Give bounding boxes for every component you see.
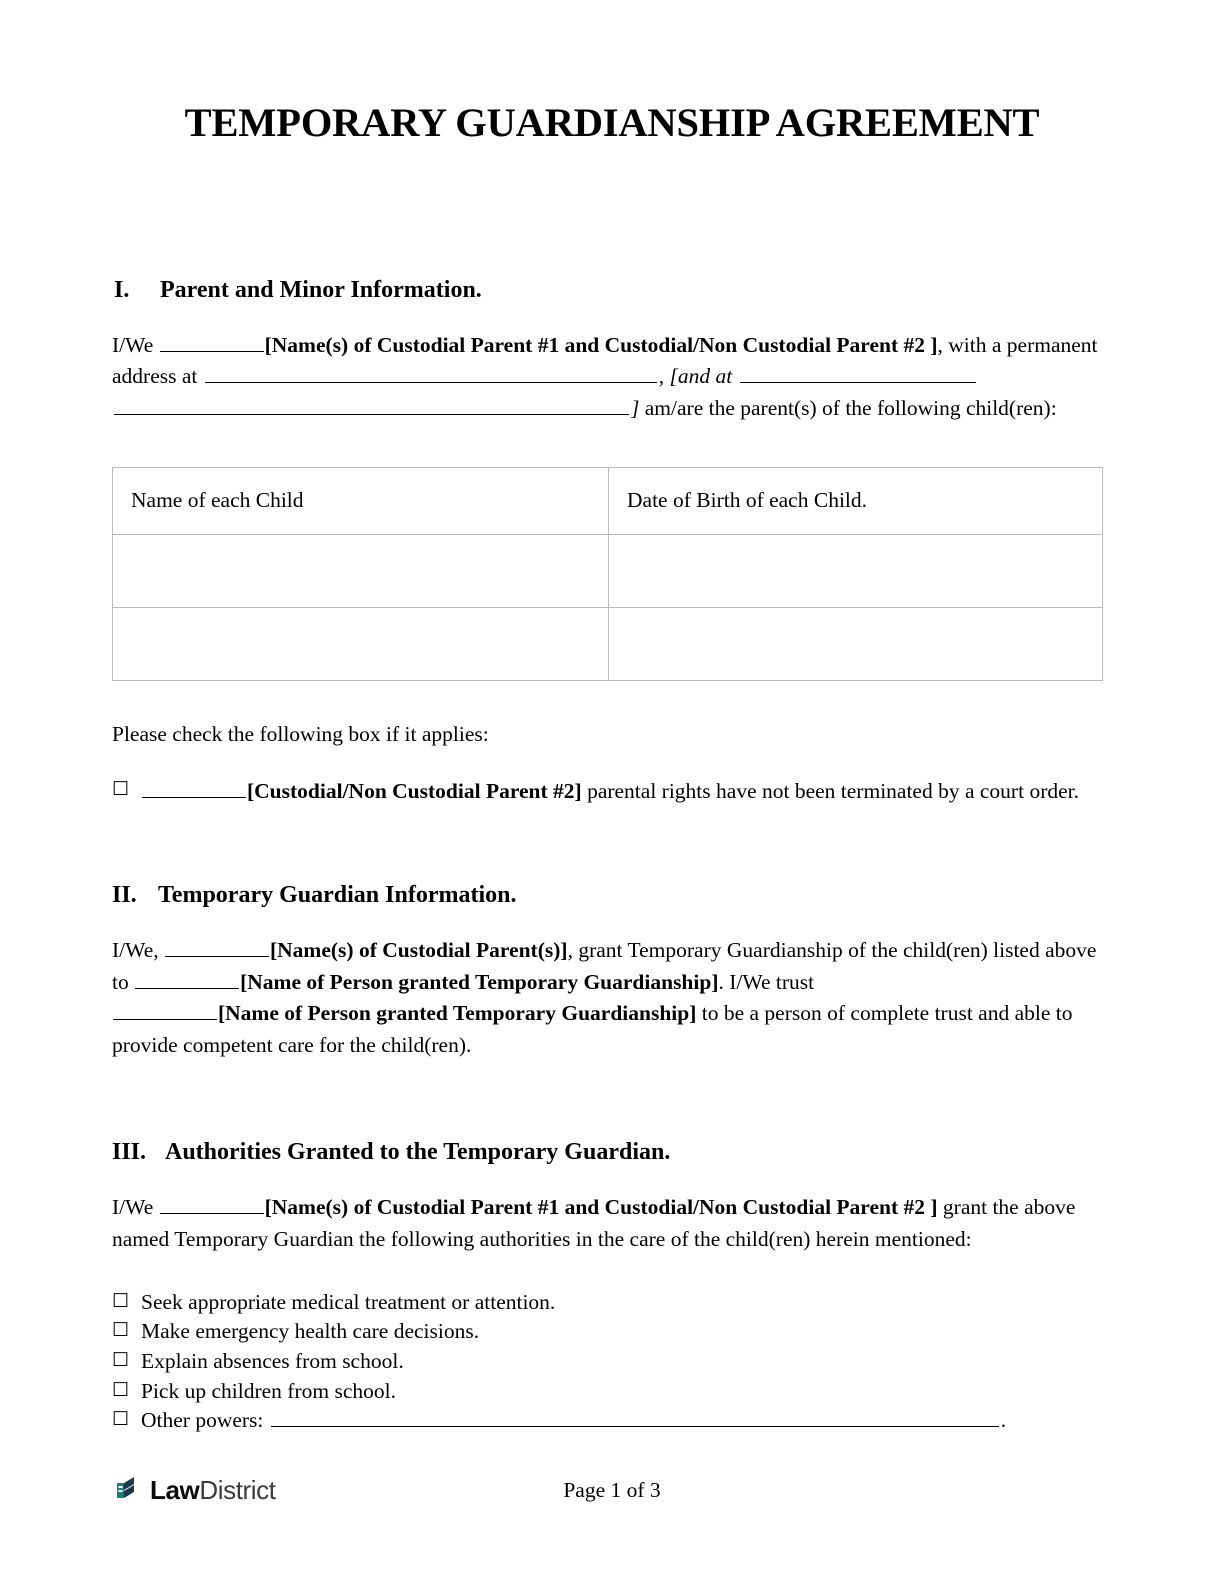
- section-3-paragraph: [112, 1192, 1112, 1255]
- parent2-name-blank[interactable]: [142, 797, 246, 798]
- sec3-text-b: grant the above named Temporary Guardian the following authorities in the care of the child(ren) herein mentioned:: [112, 1195, 1076, 1252]
- intro-text-b: , with a permanent address at: [112, 332, 1098, 389]
- checkline-rest: parental rights have not been terminated by a court order.: [581, 779, 1079, 804]
- section-1-numeral: I.: [114, 276, 130, 303]
- sec2-text-b: , grant Temporary Guardianship of the child(ren) listed above to: [112, 937, 1097, 994]
- sec2-bold-2: [Name of Person granted Temporary Guardianship]: [240, 969, 719, 994]
- sec2-text-d: to be a person of complete trust and able to provide competent care for the child(ren).: [112, 1001, 1073, 1057]
- child-name-cell[interactable]: [113, 607, 609, 680]
- parental-rights-checkbox-line: [112, 776, 1112, 808]
- intro-bold-parents: [Name(s) of Custodial Parent #1 and Custodial/Non Custodial Parent #2 ]: [264, 332, 938, 357]
- intro-text-a: I/We: [112, 332, 159, 357]
- sec2-parent-names-blank[interactable]: [165, 956, 269, 957]
- section-heading-3: [112, 1137, 1112, 1168]
- sec2-text-c: . I/We trust: [718, 969, 815, 994]
- table-header-child-name: Name of each Child: [113, 467, 609, 534]
- authority-label: Explain absences from school.: [141, 1348, 404, 1373]
- checkbox-icon[interactable]: ☐: [112, 1409, 130, 1431]
- child-name-cell[interactable]: [113, 534, 609, 607]
- brand-district: District: [199, 1475, 276, 1505]
- other-powers-blank[interactable]: [271, 1426, 999, 1427]
- sec3-parent-names-blank[interactable]: [160, 1213, 264, 1214]
- brand-law: Law: [150, 1475, 200, 1505]
- sec2-bold-3: [Name of Person granted Temporary Guardianship]: [218, 1001, 697, 1026]
- checkbox-icon[interactable]: ☐: [112, 779, 130, 801]
- intro-italic-andat: [and at: [669, 364, 738, 389]
- section-3-numeral: III.: [112, 1139, 147, 1166]
- table-row: [113, 534, 1103, 607]
- section-1-title: Parent and Minor Information.: [160, 276, 482, 303]
- section-heading-2: [112, 880, 1112, 911]
- checkbox-icon[interactable]: ☐: [112, 1379, 130, 1401]
- children-table: [112, 467, 1103, 681]
- section-1-intro-paragraph: [112, 330, 1112, 425]
- checkbox-icon[interactable]: ☐: [112, 1349, 130, 1371]
- checkbox-icon[interactable]: ☐: [112, 1320, 130, 1342]
- other-powers-label: Other powers:: [141, 1408, 269, 1433]
- child-dob-cell[interactable]: [609, 607, 1103, 680]
- intro-text-d: am/are the parent(s) of the following child(ren):: [639, 395, 1057, 420]
- table-header-row: [113, 467, 1103, 534]
- authority-item-other: [112, 1406, 1112, 1436]
- checkline-bold-parent2: [Custodial/Non Custodial Parent #2]: [247, 779, 582, 804]
- check-instruction-text: Please check the following box if it applies:: [112, 721, 489, 746]
- authority-item-absences: [112, 1347, 1112, 1377]
- section-2-paragraph: [112, 935, 1112, 1061]
- authorities-list: [112, 1288, 1112, 1436]
- other-powers-end: .: [1000, 1408, 1007, 1433]
- intro-text-c: ,: [658, 364, 670, 389]
- parent-names-blank[interactable]: [160, 351, 264, 352]
- second-address-blank-2[interactable]: [114, 414, 629, 415]
- permanent-address-blank[interactable]: [205, 382, 657, 383]
- table-header-child-dob: Date of Birth of each Child.: [609, 467, 1103, 534]
- sec2-bold-1: [Name(s) of Custodial Parent(s)]: [270, 937, 568, 962]
- section-2-title: Temporary Guardian Information.: [158, 881, 517, 908]
- sec2-text-a: I/We,: [112, 937, 164, 962]
- page-footer: [112, 1474, 1112, 1514]
- checkbox-icon[interactable]: ☐: [112, 1290, 130, 1312]
- section-3-title: Authorities Granted to the Temporary Guardian.: [165, 1139, 671, 1166]
- intro-italic-close: ]: [631, 395, 640, 420]
- authority-item-medical: [112, 1288, 1112, 1318]
- page-number: Page 1 of 3: [563, 1478, 661, 1502]
- second-address-blank-1[interactable]: [740, 382, 976, 383]
- section-2-numeral: II.: [112, 881, 137, 908]
- sec3-text-a: I/We: [112, 1195, 159, 1220]
- authority-label: Pick up children from school.: [141, 1378, 396, 1403]
- authority-item-pickup: [112, 1377, 1112, 1407]
- authority-item-emergency: [112, 1317, 1112, 1347]
- sec3-bold-parents: [Name(s) of Custodial Parent #1 and Custodial/Non Custodial Parent #2 ]: [264, 1195, 938, 1220]
- table-row: [113, 607, 1103, 680]
- authority-label: Seek appropriate medical treatment or attention.: [141, 1289, 556, 1314]
- sec2-guardian-blank-2[interactable]: [113, 1019, 217, 1020]
- sec2-guardian-blank-1[interactable]: [135, 988, 239, 989]
- child-dob-cell[interactable]: [609, 534, 1103, 607]
- authority-label: Make emergency health care decisions.: [141, 1319, 480, 1344]
- section-heading-1: [112, 275, 1112, 306]
- page-title: TEMPORARY GUARDIANSHIP AGREEMENT: [184, 100, 1040, 145]
